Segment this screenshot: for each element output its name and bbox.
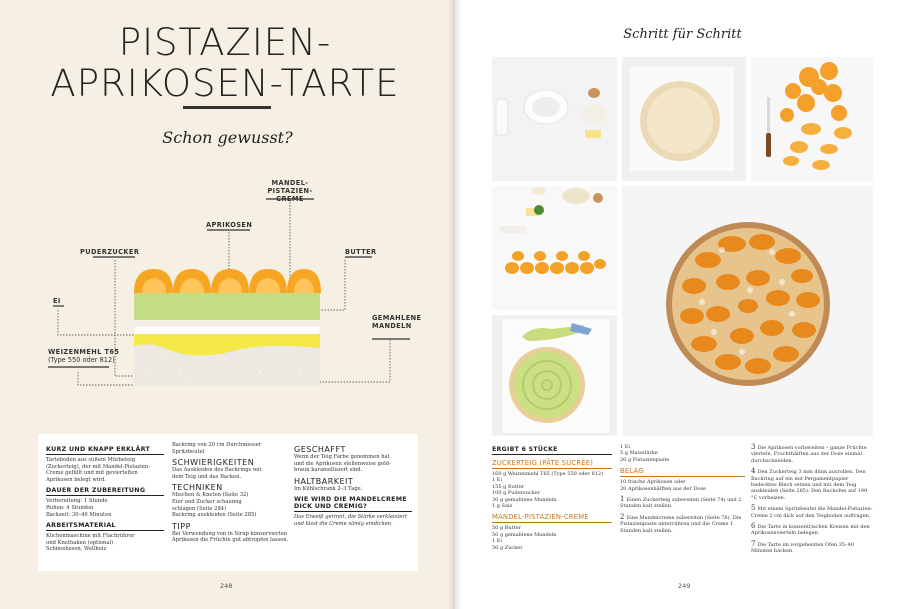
info-column-2	[172, 442, 290, 544]
step-7: 7 Die Tarte im vorgeheizten Ofen 35–40 Minuten backen.	[751, 539, 854, 555]
text-tipp-1: Bei Verwendung von in Sirup konservierten	[172, 530, 287, 537]
belag-ingredients: 10 frische Aprikosen oder 20 Aprikosenhälften aus der Dose	[620, 479, 707, 492]
label-ei: EI	[53, 297, 61, 305]
heading-mandel-pistazien-creme: MANDEL-PISTAZIEN-CREME	[492, 513, 612, 523]
text-techniken-2: Eier und Zucker schaumig	[172, 498, 242, 505]
text-geschafft-3: braun karamellisiert sind.	[294, 467, 363, 474]
subtitle-schritt-fuer-schritt: Schritt für Schritt	[623, 27, 742, 42]
text-geschafft-2: und die Aprikosen stellenweise gold-	[294, 460, 391, 467]
book-gutter	[448, 0, 462, 609]
zuckerteig-ingredients: 160 g Weizenmehl T65 (Type 550 oder 812) 1 Ei 155 g Butter 100 g Puderzucker 30 g gemahlene Mandeln 1 g Salz	[492, 471, 604, 510]
text-schwierig-1: Das Auskleiden des Backrings mit	[172, 467, 262, 474]
photo-ingredients-dough	[492, 57, 617, 181]
photo-dough-in-ring	[622, 57, 746, 181]
page-number-right: 249	[678, 582, 691, 590]
text-arbeit-2: und Knethaken (optional)	[46, 539, 114, 546]
label-aprikosen: APRIKOSEN	[206, 221, 253, 229]
heading-schwierigkeiten: SCHWIERIGKEITEN	[172, 458, 255, 468]
ingredients-illustration	[492, 57, 617, 181]
photo-finished-tarte	[622, 186, 873, 436]
text-dauer-1: Vorbereitung: 1 Stunde	[46, 498, 108, 505]
text-dauer-3: Backzeit: 30–40 Minuten	[46, 511, 112, 518]
leader-weizenmehl	[78, 372, 134, 385]
apricot-row	[134, 269, 321, 293]
text-geschafft-1: Wenn der Teig Farbe genommen hat	[294, 454, 390, 460]
text-kurz: Tarteboden aus süßem Mürbeteig (Zuckerteig), der mit Mandel-Pistazien-Creme gefüllt und mit geviertelten Aprikosen belegt wird.	[46, 457, 150, 483]
text-techniken-4: Backring auskleiden (Seite 285)	[172, 512, 257, 519]
label-weizenmehl: WEIZENMEHL T65 (Type 550 oder 812)	[48, 348, 120, 364]
page-number-left: 248	[220, 582, 233, 590]
heading-dauer: DAUER DER ZUBEREITUNG	[46, 487, 164, 496]
recipe-column-3	[751, 444, 875, 559]
heading-haltbarkeit: HALTBARKEIT	[294, 476, 354, 486]
text-techniken-3: schlagen (Seite 284)	[172, 505, 227, 512]
step-2: 2 Eine Mandelcreme zubereiten (Seite 78). Die Pistazienpaste unterrühren und die Creme 1 Stunden kalt stellen.	[620, 512, 742, 534]
creme-ingredients: 50 g Butter 50 g gemahlene Mandeln 1 Ei 50 g Zucker	[492, 525, 557, 551]
creme-ingredients-cont: 1 Ei 5 g Maisstärke 20 g Pistazienpaste	[620, 444, 670, 463]
text-arbeit-3: Schneebesen, Wellholz	[46, 546, 107, 553]
recipe-info-box	[38, 434, 418, 571]
photo-apricots	[751, 57, 873, 181]
text-arbeit-1: Küchenmaschine mit Flachrührer	[46, 533, 135, 540]
recipe-column-1	[492, 444, 612, 555]
heading-kurz-und-knapp: KURZ UND KNAPP ERKLÄRT	[46, 446, 164, 455]
tart-cross-section-diagram	[0, 160, 455, 400]
recipe-title	[40, 22, 410, 104]
info-column-3	[294, 442, 412, 528]
subtitle-schon-gewusst: Schon gewusst?	[162, 128, 293, 147]
step-1: 1 Einen Zuckerteig zubereiten (Seite 74) und 2 Stunden kalt stellen.	[620, 495, 742, 510]
heading-techniken: TECHNIKEN	[172, 483, 223, 493]
info-column-1	[46, 442, 164, 553]
label-gemahlene-mandeln: GEMAHLENE MANDELN	[372, 314, 422, 330]
text-schwierig-2: dem Teig und das Backen.	[172, 473, 242, 480]
photo-ingredients-creme	[492, 186, 617, 310]
right-page	[455, 0, 910, 609]
heading-ergibt: ERGIBT 6 STÜCKE	[492, 446, 612, 455]
label-mandel-pistazien-creme: MANDEL- PISTAZIEN-CREME	[267, 179, 313, 203]
title-divider	[183, 106, 271, 109]
text-backring-2: Spritzbeutel	[172, 448, 205, 455]
label-puderzucker: PUDERZUCKER	[80, 248, 140, 256]
text-dick-2: und lässt die Creme sämig eindicken.	[294, 520, 393, 527]
heading-dick-und-cremig: WIE WIRD DIE MANDELCREME DICK UND CREMIG?	[294, 496, 412, 512]
step-4: 4 Den Zuckerteig 3 mm dünn ausrollen. Den Backring auf ein mit Pergamentpapier bedecktes Blech setzen und mit dem Teig auskleiden (Seite 285). Den Backofen auf 190 °C vorheizen.	[751, 467, 868, 501]
layer-butter	[134, 326, 320, 334]
heading-zuckerteig: ZUCKERTEIG (PÂTE SUCRÉE)	[492, 459, 612, 469]
heading-belag: BELAG	[620, 467, 745, 477]
recipe-column-2	[620, 444, 745, 538]
leader-gemahlene	[320, 340, 390, 382]
title-line-2: APRIKOSEN-TARTE	[50, 62, 400, 105]
leader-ei	[58, 310, 134, 335]
heading-geschafft: GESCHAFFT	[294, 445, 346, 454]
photo-piping-cream	[492, 315, 617, 436]
leader-butter	[320, 260, 345, 310]
text-tipp-2: Aprikosen die Früchte gut abtropfen lassen.	[172, 537, 289, 544]
text-haltbar-1: Im Kühlschrank 2–3 Tage.	[294, 485, 363, 492]
title-line-1: PISTAZIEN-	[118, 21, 332, 64]
text-techniken-1: Mischen & Kneten (Seite 32)	[172, 492, 249, 499]
heading-tipp: TIPP	[172, 521, 191, 531]
label-butter: BUTTER	[345, 248, 377, 256]
step-6: 6 Die Tarte in konzentrischen Kreisen mit den Aprikosenvierteln belegen.	[751, 522, 870, 537]
text-backring-1: Backring von 20 cm Durchmesser	[172, 442, 262, 448]
text-dick-1: Das Eiweiß gerinnt, die Stärke verkleistert	[294, 514, 408, 521]
heading-arbeitsmaterial: ARBEITSMATERIAL	[46, 522, 164, 531]
step-3: 3 Die Aprikosen vorbereiten – ganze Früchte vierteln, Fruchthälften aus der Dose einmal durchschneiden.	[751, 443, 867, 464]
step-5: 5 Mit einem Spritzbeutel die Mandel-Pistazien-Creme 2 cm dick auf den Teigboden auftragen.	[751, 504, 873, 519]
layer-mandel-pistazien-creme	[134, 293, 320, 320]
text-dauer-2: Ruhen: 4 Stunden	[46, 504, 94, 511]
